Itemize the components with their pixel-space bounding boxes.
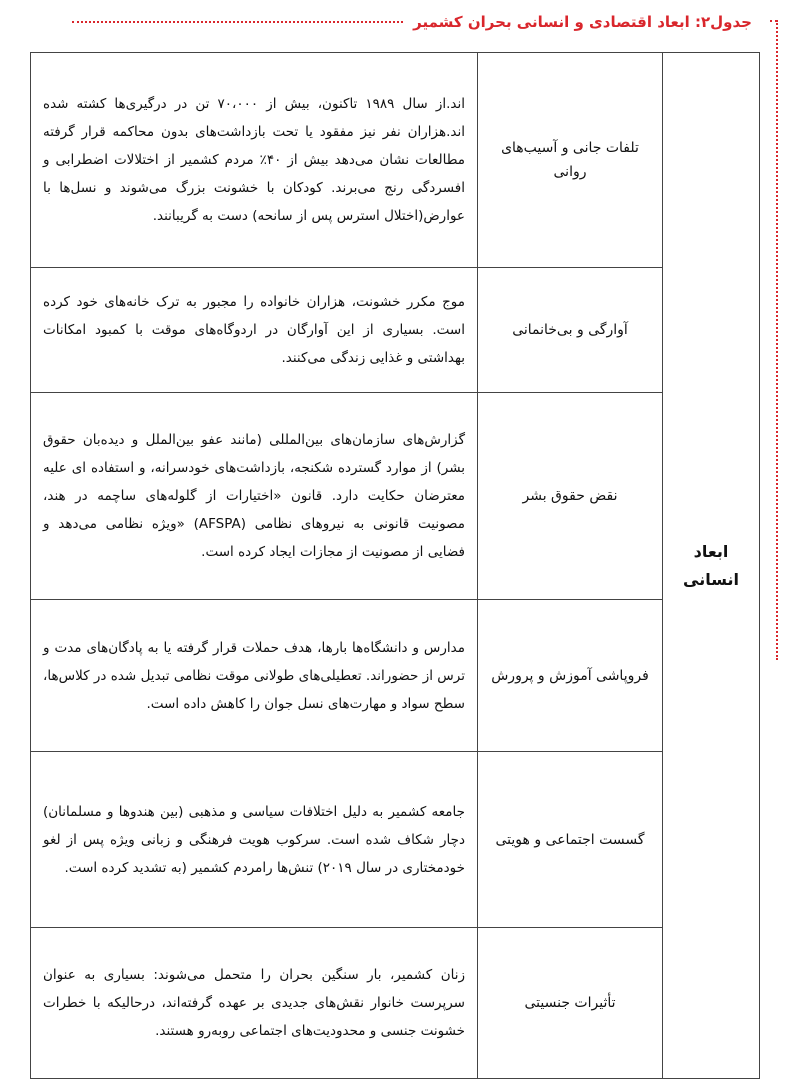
caption-leader-line xyxy=(72,21,403,23)
kashmir-crisis-table xyxy=(30,52,760,1079)
subject-cell: تأثیرات جنسیتی xyxy=(478,928,663,1079)
description-cell: زنان کشمیر، بار سنگین بحران را متحمل می‌شوند: بسیاری به عنوان سرپرست خانوار نقش‌های جدیدی بر عهده گرفته‌اند، درحالیکه با خطرات خشونت جنسی و محدودیت‌های اجتماعی روبه‌رو هستند. xyxy=(31,928,478,1079)
table-row xyxy=(31,393,760,600)
table-caption xyxy=(52,10,752,34)
table-row xyxy=(31,928,760,1079)
subject-cell: نقض حقوق بشر xyxy=(478,393,663,600)
description-cell: مدارس و دانشگاه‌ها بارها، هدف حملات قرار گرفته یا به پادگان‌های مدت و ترس از حضوراند. تعطیلی‌های طولانی موقت نظامی تبدیل شده در کلاس‌ها، سطح سواد و مهارت‌های نسل جوان را کاهش داده است. xyxy=(31,600,478,752)
subject-cell: فروپاشی آموزش و پرورش xyxy=(478,600,663,752)
subject-cell: تلفات جانی و آسیب‌های روانی xyxy=(478,53,663,268)
description-cell: اند.از سال ۱۹۸۹ تاکنون، بیش از ۷۰،۰۰۰ تن در درگیری‌ها کشته شده اند.هزاران نفر نیز مفقود یا تحت بازداشت‌های بدون محاکمه قرار گرفته مطالعات نشان می‌دهد بیش از ۴۰٪ مردم کشمیر از اختلالات اضطرابی و افسردگی رنج می‌برند. کودکان با خشونت بزرگ می‌شوند و نسل‌ها با عوارض(اختلال استرس پس از سانحه) دست به گریبانند. xyxy=(31,53,478,268)
description-cell: گزارش‌های سازمان‌های بین‌المللی (مانند عفو بین‌الملل و دیده‌بان حقوق بشر) از موارد گسترده شکنجه، بازداشت‌های خودسرانه، و استفاده ای علیه معترضان حکایت دارد. قانون «اختیارات از گلوله‌های ساچمه در هند، مصونیت قانونی به نیروهای نظامی (AFSPA) «ویژه نظامی می‌دهد و فضایی از مصونیت از مجازات ایجاد کرده است. xyxy=(31,393,478,600)
table-row xyxy=(31,600,760,752)
description-cell: جامعه کشمیر به دلیل اختلافات سیاسی و مذهبی (بین هندوها و مسلمانان) دچار شکاف شده است. سرکوب هویت فرهنگی و زبانی ویژه پس از لغو خودمختاری در سال ۲۰۱۹) تنش‌ها رامردم کشمیر (به تشدید کرده است. xyxy=(31,752,478,928)
subject-cell: گسست اجتماعی و هویتی xyxy=(478,752,663,928)
subject-cell: آوارگی و بی‌خانمانی xyxy=(478,268,663,393)
table-row xyxy=(31,268,760,393)
margin-marker-line xyxy=(776,20,778,660)
dimension-cell: ابعاد انسانی xyxy=(663,53,760,1079)
description-cell: موج مکرر خشونت، هزاران خانواده را مجبور به ترک خانه‌های خود کرده است. بسیاری از این آوارگان در اردوگاه‌های موقت با کمبود امکانات بهداشتی و غذایی زندگی می‌کنند. xyxy=(31,268,478,393)
caption-text: جدول۲: ابعاد اقتصادی و انسانی بحران کشمیر xyxy=(413,13,752,31)
table-row xyxy=(31,53,760,268)
table-row xyxy=(31,752,760,928)
